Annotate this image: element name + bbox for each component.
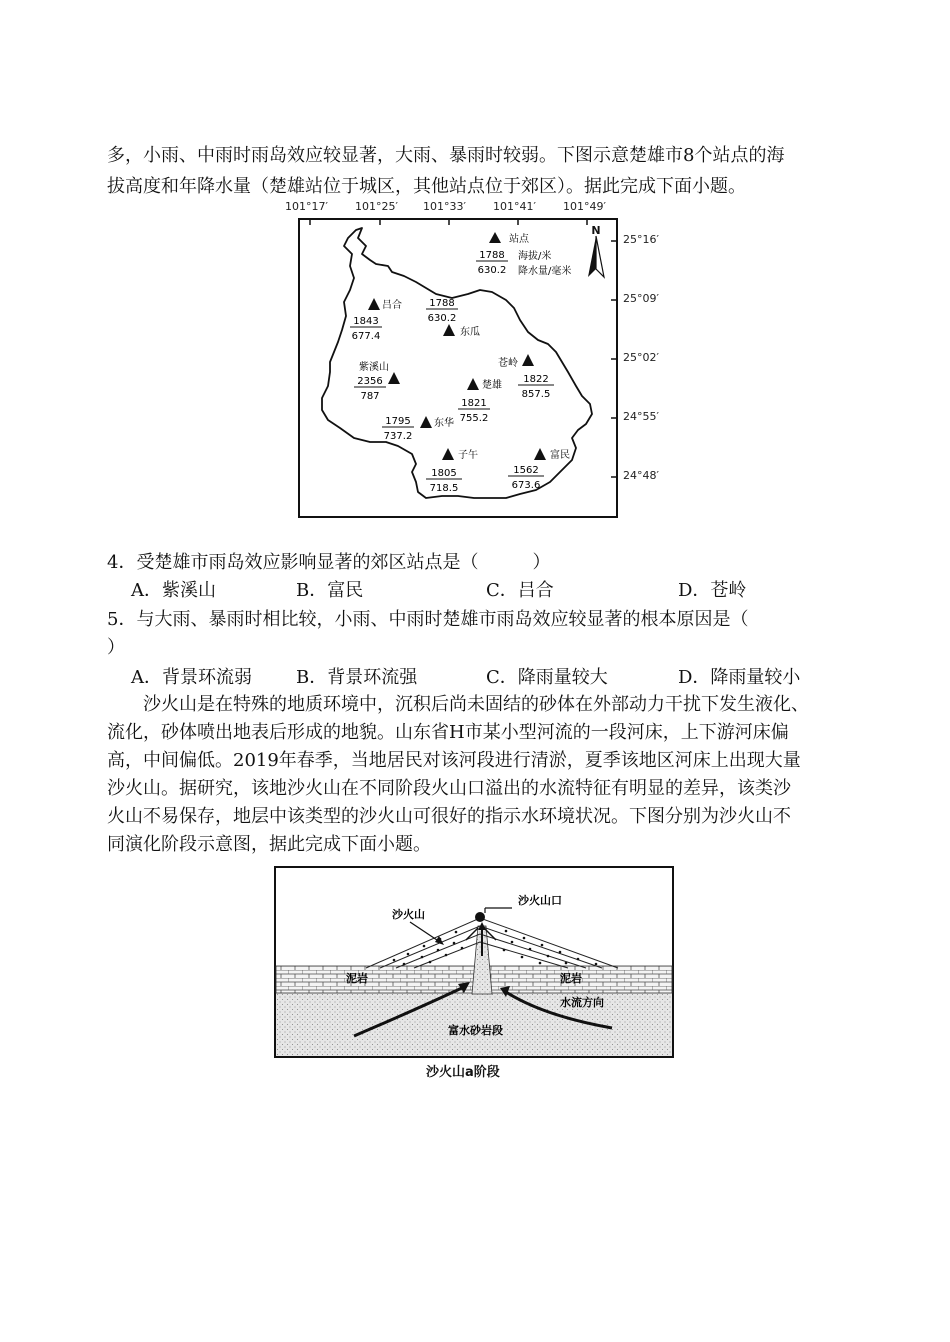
map-svg [300,220,616,516]
passage-line: 流化，砂体喷出地表后形成的地貌。山东省H市某小型河流的一段河床，上下游河床偏 [107,722,789,743]
diagram-svg [274,866,674,1058]
station-zixishan [354,360,400,402]
station-chuxiong [458,378,502,424]
station-precip: 718.5 [429,483,459,494]
station-name: 楚雄 [482,380,502,391]
station-triangle-icon [420,416,432,428]
legend-sample-precip: 630.2 [477,265,507,276]
station-precip: 737.2 [383,431,413,442]
north-arrow-icon [588,236,604,277]
volcano-label: 沙火山 [392,908,425,921]
station-name: 东华 [434,418,454,429]
q4-option-c: C．吕合 [486,580,554,601]
north-label: N [591,224,601,237]
q4-option-a: A．紫溪山 [131,580,216,601]
passage-line: 沙火山。据研究，该地沙火山在不同阶段火山口溢出的水流特征有明显的差异，该类沙 [107,778,791,799]
station-lvhe [350,298,402,342]
mudstone-label-right: 泥岩 [560,972,582,985]
q5-stem: 5．与大雨、暴雨时相比较，小雨、中雨时楚雄市雨岛效应较显著的根本原因是（ [107,609,749,630]
legend-elevation-label: 海拔/米 [518,251,552,262]
station-precip: 787 [360,391,380,402]
station-name: 紫溪山 [359,362,389,373]
q4-stem: 4．受楚雄市雨岛效应影响显著的郊区站点是（ ） [107,552,551,573]
station-triangle-icon [522,354,534,366]
station-precip: 857.5 [521,389,551,400]
station-elev: 1795 [385,416,411,427]
station-triangle-icon [443,324,455,336]
map-frame [298,218,618,518]
q5-stem-cont: ） [107,637,125,658]
q4-option-b: B．富民 [296,580,364,601]
lat-label: 25°02′ [623,351,659,364]
station-triangle-icon [388,372,400,384]
mudstone-label-left: 泥岩 [346,972,368,985]
q5-option-a: A．背景环流弱 [131,667,252,688]
q5-option-d: D．降雨量较小 [678,667,801,688]
station-donggua [426,298,480,338]
lat-label: 24°48′ [623,469,659,482]
q5-option-b: B．背景环流强 [296,667,418,688]
station-elev: 1805 [431,468,457,479]
passage-line: 火山不易保存，地层中该类型的沙火山可很好的指示水环境状况。下图分别为沙火山不 [107,806,791,827]
lat-label: 25°16′ [623,233,659,246]
station-triangle-icon [442,448,454,460]
station-triangle-icon [368,298,380,310]
lat-label: 25°09′ [623,292,659,305]
sand-volcano-diagram [274,866,674,1058]
diagram-caption: 沙火山a阶段 [426,1065,500,1080]
crater-icon [475,912,485,922]
lon-label: 101°49′ [563,200,606,213]
station-elev: 1788 [429,298,455,309]
q4-option-d: D．苍岭 [678,580,747,601]
legend-station-label: 站点 [509,234,529,245]
legend-station-icon [489,232,501,243]
aquifer-label: 富水砂岩段 [448,1024,503,1037]
passage-line: 高，中间偏低。2019年春季，当地居民对该河段进行清淤，夏季该地区河床上出现大量 [107,750,801,771]
station-triangle-icon [534,448,546,460]
lon-label: 101°25′ [355,200,398,213]
flow-direction-label: 水流方向 [560,996,604,1009]
station-ziwu [426,448,478,494]
station-precip: 673.6 [511,480,541,491]
legend-precip-label: 降水量/毫米 [518,266,572,277]
q5-option-c: C．降雨量较大 [486,667,608,688]
station-fumin [508,448,570,491]
station-name: 子午 [458,450,478,461]
crater-label: 沙火山口 [518,894,562,907]
lon-label: 101°33′ [423,200,466,213]
station-elev: 2356 [357,376,383,387]
station-triangle-icon [467,378,479,390]
station-name: 吕合 [382,300,402,311]
station-precip: 630.2 [427,313,457,324]
station-name: 富民 [550,450,570,461]
intro-line-1: 多，小雨、中雨时雨岛效应较显著，大雨、暴雨时较弱。下图示意楚雄市8个站点的海 [107,145,785,166]
station-donghua [382,416,454,442]
passage-line: 沙火山是在特殊的地质环境中，沉积后尚未固结的砂体在外部动力干扰下发生液化、 [143,694,809,715]
station-elev: 1821 [461,398,487,409]
station-elev: 1562 [513,465,539,476]
station-name: 苍岭 [498,358,518,369]
lon-label: 101°17′ [285,200,328,213]
intro-line-2: 拔高度和年降水量（楚雄站位于城区，其他站点位于郊区）。据此完成下面小题。 [107,176,746,197]
station-elev: 1843 [353,316,379,327]
station-precip: 755.2 [459,413,489,424]
station-name: 东瓜 [460,327,480,338]
legend-sample-elev: 1788 [479,250,505,261]
passage-line: 同演化阶段示意图，据此完成下面小题。 [107,834,431,855]
station-cangling [498,354,554,400]
station-precip: 677.4 [351,331,381,342]
lat-label: 24°55′ [623,410,659,423]
station-elev: 1822 [523,374,549,385]
lon-label: 101°41′ [493,200,536,213]
